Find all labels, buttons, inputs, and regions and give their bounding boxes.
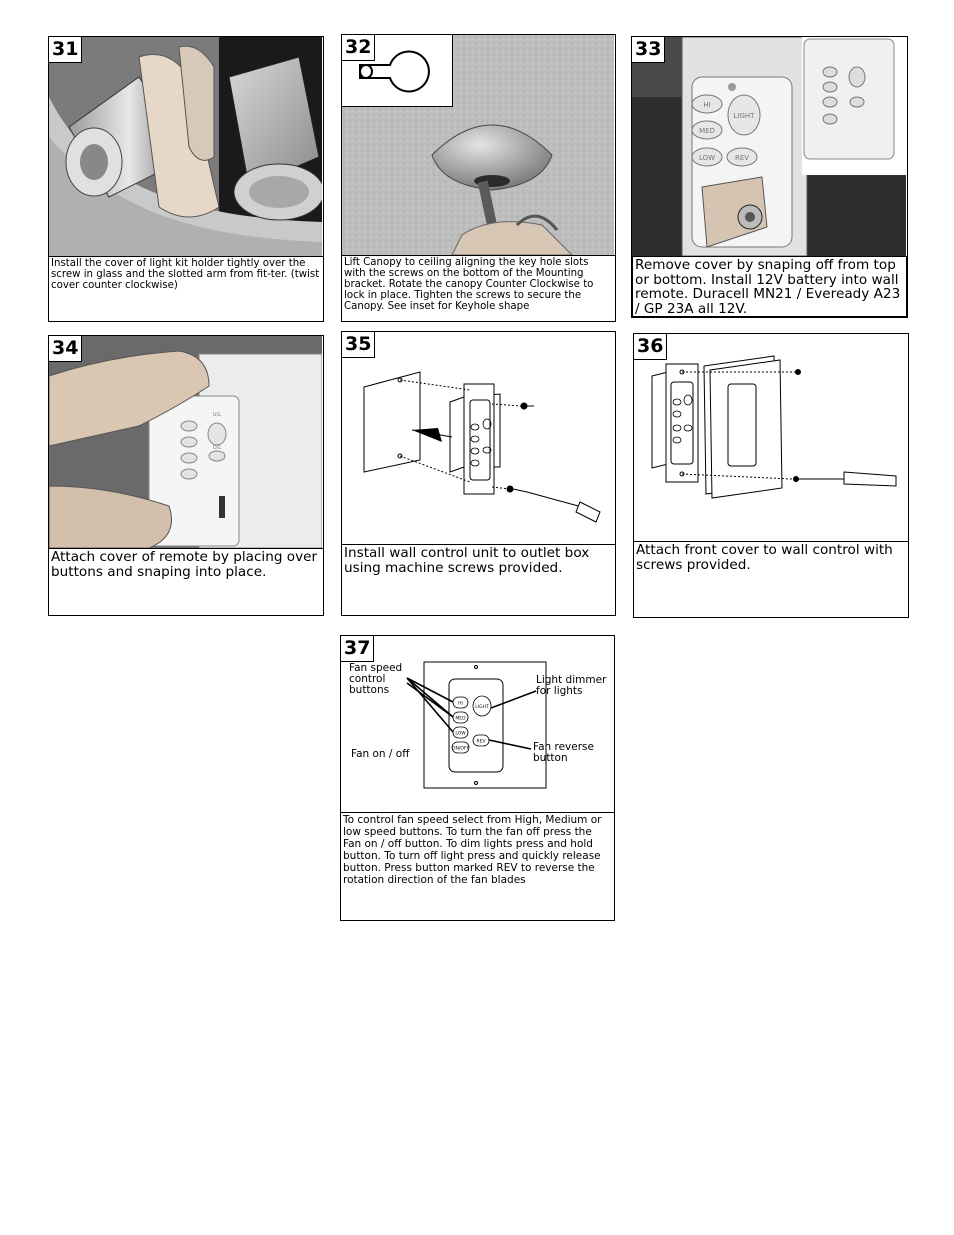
btn-light-text: LIGHT (475, 705, 489, 710)
step-37-number: 37 (340, 635, 374, 662)
step-35-panel (341, 331, 616, 616)
label-fan-speed-2: control (349, 673, 386, 685)
label-fan-reverse-1: Fan reverse (533, 741, 594, 753)
btn-med-text: MED (455, 716, 466, 722)
step-32-number: 32 (341, 34, 375, 61)
btn-rev-text: REV (476, 739, 486, 745)
btn-hi-text: HI (458, 701, 463, 707)
label-light-dimmer-1: Light dimmer (536, 674, 607, 686)
remote-ul-label: U/L (212, 412, 222, 418)
step-31-number: 31 (48, 36, 82, 63)
step-35-diagram (342, 332, 614, 544)
step-33-photo (632, 37, 906, 256)
step-34-panel (48, 335, 324, 616)
step-36-diagram (634, 334, 907, 541)
remote-dl-label: D/L (212, 445, 222, 451)
step-33-panel (631, 36, 908, 318)
remote-low-label: LOW (698, 154, 716, 162)
step-33-caption: Remove cover by snaping off from top or bottom. Install 12V battery into wall remote. Duracell MN21 / Eveready A23 / GP 23A all 12V. (632, 256, 907, 317)
step-37-panel (340, 635, 615, 921)
remote-light-label: LIGHT (733, 112, 755, 120)
label-fan-speed-3: buttons (349, 684, 390, 696)
step-31-panel (48, 36, 324, 322)
remote-med-label: MED (699, 127, 715, 135)
step-35-number: 35 (341, 331, 375, 358)
step-36-caption: Attach front cover to wall control with screws provided. (634, 541, 908, 617)
btn-low-text: LOW (455, 731, 466, 737)
remote-rev-label: REV (734, 154, 750, 162)
label-light-dimmer-2: for lights (536, 685, 583, 697)
step-31-photo (49, 37, 322, 256)
step-32-caption: Lift Canopy to ceiling aligning the key hole slots with the screws on the bottom of the Mounting bracket. Rotate the canopy Counter Clockwise to lock in place. Tighten the screws to secure the Canopy. See inset for Keyhole shape (342, 255, 615, 321)
step-33-number: 33 (631, 36, 665, 63)
label-fan-speed-1: Fan speed (349, 662, 403, 674)
remote-hi-label: HI (703, 101, 711, 109)
step-37-caption: To control fan speed select from High, Medium or low speed buttons. To turn the fan off press the Fan on / off button. To dim lights press and hold button. To turn off light press and quickly release button. Press button marked REV to reverse the rotation direction of the fan blades (341, 812, 614, 920)
step-36-number: 36 (633, 333, 667, 360)
step-32-panel (341, 34, 616, 322)
step-35-caption: Install wall control unit to outlet box using machine screws provided. (342, 544, 615, 615)
step-36-panel (633, 333, 909, 618)
step-34-photo (49, 336, 322, 548)
step-34-number: 34 (48, 335, 82, 362)
step-31-caption: Install the cover of light kit holder tightly over the screw in glass and the slotted arm from fit-ter. (twist cover counter clockwise) (49, 256, 323, 321)
step-34-caption: Attach cover of remote by placing over buttons and snaping into place. (49, 548, 323, 615)
step-37-diagram (341, 636, 613, 812)
label-fan-reverse-2: button (533, 752, 568, 764)
label-fan-onoff: Fan on / off (351, 748, 410, 760)
btn-onoff-text: ON/OFF (451, 746, 470, 752)
